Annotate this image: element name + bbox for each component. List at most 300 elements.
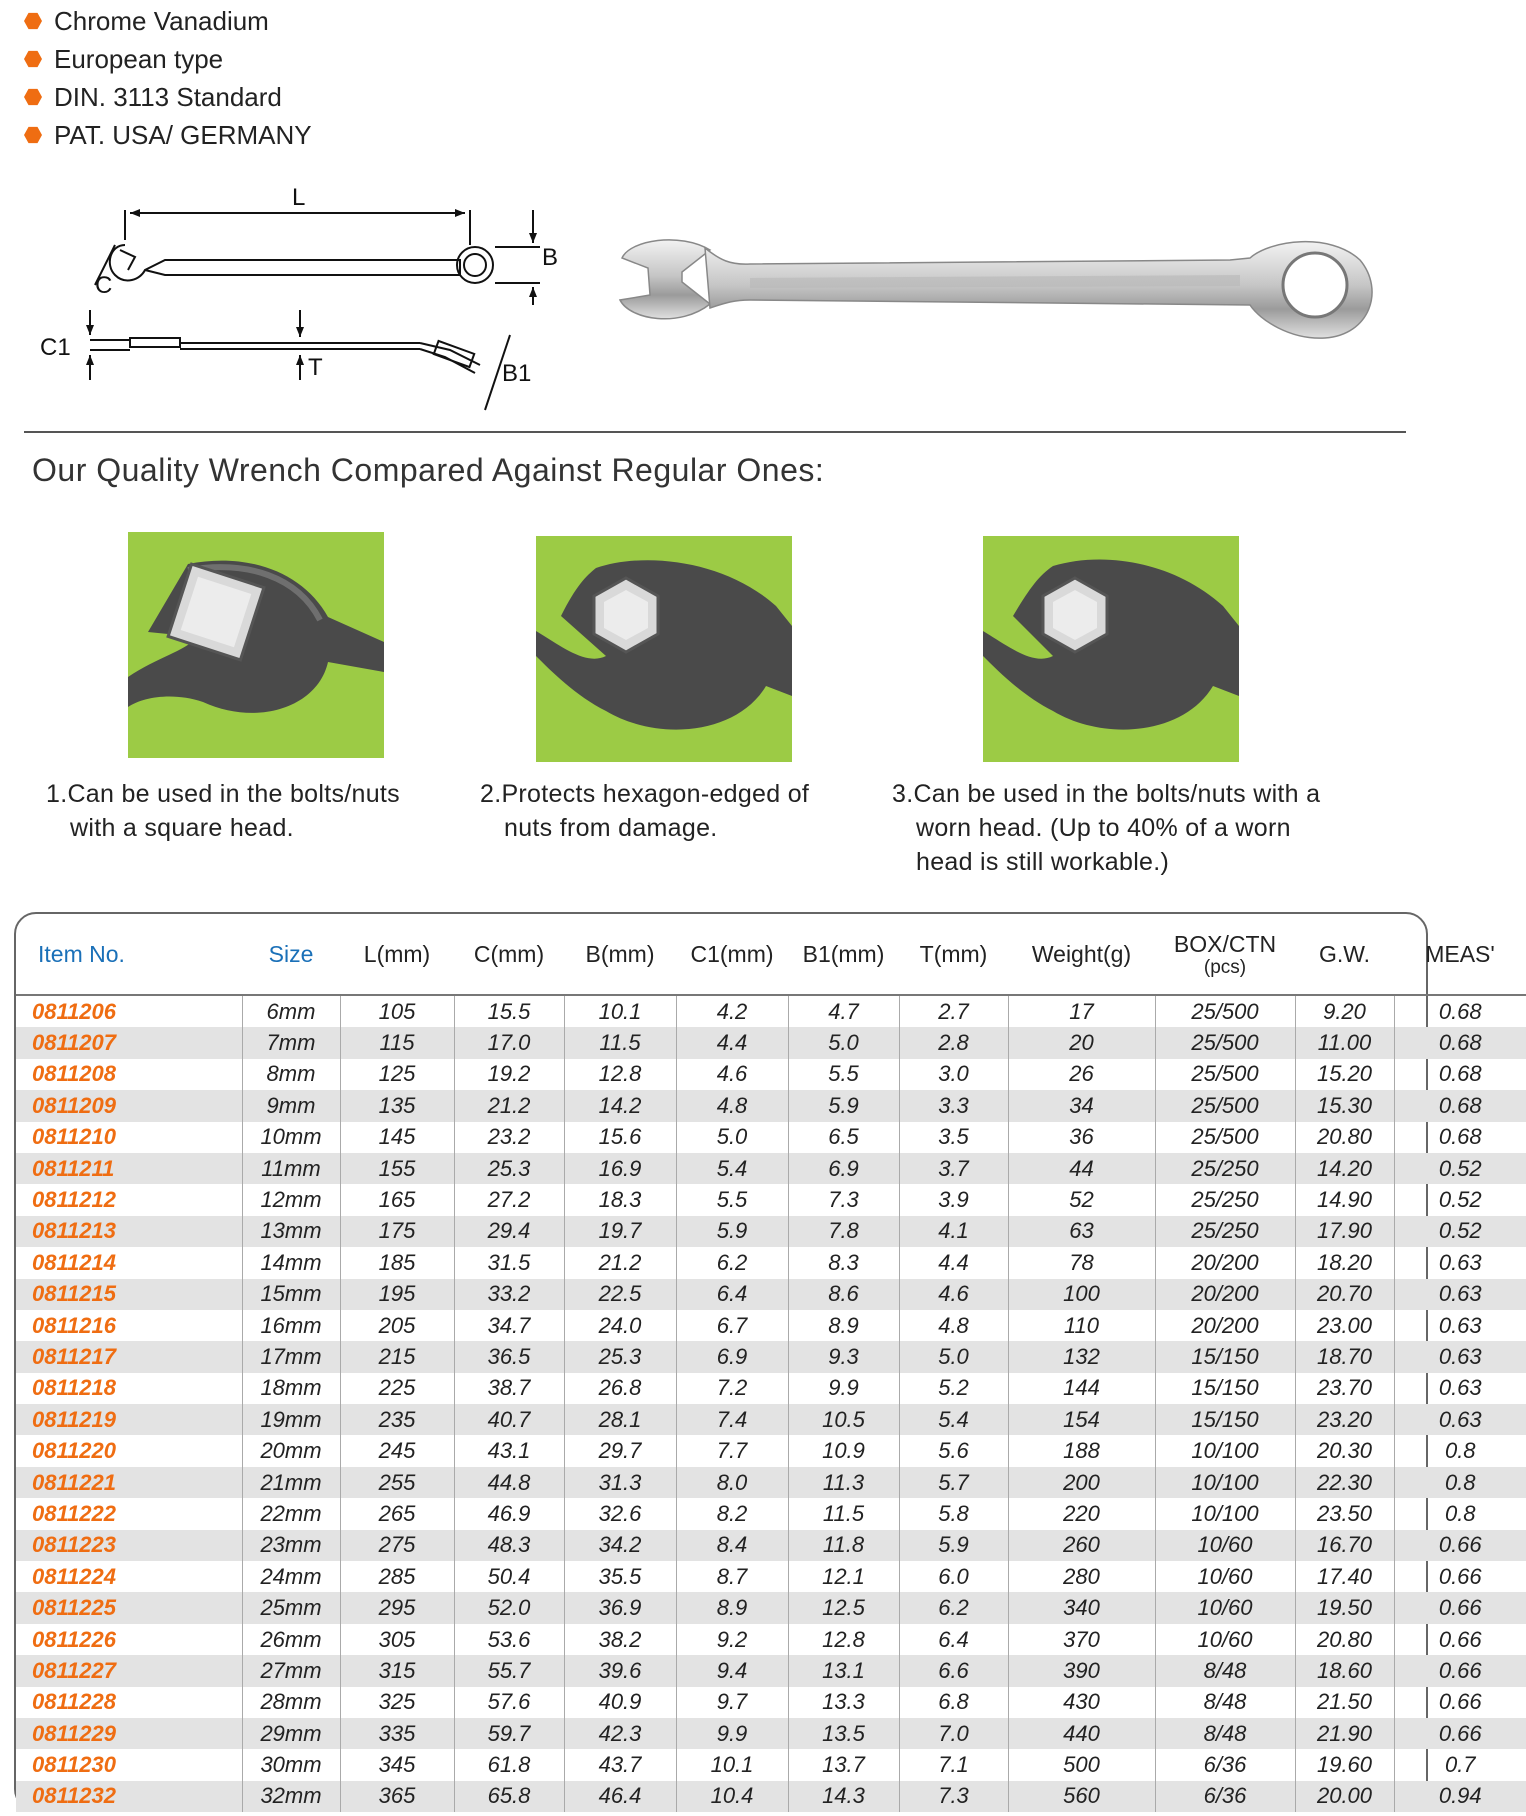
dimension-label-c: C (95, 272, 113, 299)
table-cell: 2.7 (899, 995, 1008, 1027)
dimension-label-l: L (292, 184, 306, 211)
table-cell: 36.5 (454, 1341, 564, 1372)
table-cell: 21.50 (1295, 1687, 1394, 1718)
dimension-label-b1: B1 (502, 360, 532, 387)
table-cell: 135 (340, 1090, 454, 1121)
table-cell: 8mm (242, 1059, 340, 1090)
table-cell: 195 (340, 1279, 454, 1310)
table-cell: 18.60 (1295, 1655, 1394, 1686)
table-cell: 5.0 (676, 1122, 788, 1153)
table-cell: 4.6 (676, 1059, 788, 1090)
table-cell: 16.9 (564, 1153, 676, 1184)
table-cell: 19.60 (1295, 1749, 1394, 1780)
col-header-item: Item No. (16, 914, 242, 995)
table-cell: 3.3 (899, 1090, 1008, 1121)
item-number-cell: 0811216 (32, 1312, 117, 1338)
table-cell: 0.52 (1394, 1184, 1526, 1215)
table-cell: 57.6 (454, 1687, 564, 1718)
orange-hexagon-bullet-icon (24, 88, 42, 106)
table-cell: 9.4 (676, 1655, 788, 1686)
table-cell: 20.80 (1295, 1122, 1394, 1153)
table-cell: 9.9 (676, 1718, 788, 1749)
table-cell: 500 (1008, 1749, 1155, 1780)
caption-line: head is still workable.) (916, 848, 1170, 876)
table-cell: 8.9 (788, 1310, 899, 1341)
comparison-caption-2 (480, 777, 809, 845)
item-number-cell: 0811209 (16, 1090, 242, 1121)
comparison-panel-square-head (128, 532, 384, 758)
table-cell: 6.8 (899, 1687, 1008, 1718)
table-row (16, 995, 1526, 1027)
table-cell: 21.2 (564, 1247, 676, 1278)
table-row (16, 1749, 1526, 1780)
table-cell: 16.70 (1295, 1530, 1394, 1561)
table-cell: 9mm (242, 1090, 340, 1121)
table-cell: 61.8 (454, 1749, 564, 1780)
table-cell: 10/100 (1155, 1435, 1295, 1466)
table-cell: 11.5 (564, 1027, 676, 1058)
table-cell: 13.7 (788, 1749, 899, 1780)
table-cell: 225 (340, 1373, 454, 1404)
table-cell: 12.8 (788, 1624, 899, 1655)
table-cell: 17 (1008, 995, 1155, 1027)
item-number-cell: 0811213 (16, 1216, 242, 1247)
table-cell: 0.66 (1394, 1718, 1526, 1749)
table-cell: 8.9 (676, 1592, 788, 1623)
table-cell: 7.1 (899, 1749, 1008, 1780)
table-cell: 6.7 (676, 1310, 788, 1341)
wrench-dimension-diagram (40, 175, 560, 415)
table-cell: 38.2 (564, 1624, 676, 1655)
table-cell: 23.2 (454, 1122, 564, 1153)
table-cell: 430 (1008, 1687, 1155, 1718)
col-header-c1: C1(mm) (676, 914, 788, 995)
table-cell: 19.2 (454, 1059, 564, 1090)
table-cell: 14.2 (564, 1090, 676, 1121)
table-cell: 22mm (242, 1498, 340, 1529)
table-cell: 11.3 (788, 1467, 899, 1498)
table-cell: 24mm (242, 1561, 340, 1592)
table-cell: 17.0 (454, 1027, 564, 1058)
table-cell: 154 (1008, 1404, 1155, 1435)
table-cell: 4.8 (676, 1090, 788, 1121)
table-cell: 23.20 (1295, 1404, 1394, 1435)
table-cell: 48.3 (454, 1530, 564, 1561)
table-cell: 325 (340, 1687, 454, 1718)
square-nut-wrench-illustration (128, 532, 384, 758)
table-cell: 440 (1008, 1718, 1155, 1749)
table-row (16, 1718, 1526, 1749)
table-cell: 22.30 (1295, 1467, 1394, 1498)
table-cell: 15.20 (1295, 1059, 1394, 1090)
col-header-gw: G.W. (1295, 914, 1394, 995)
table-cell: 23.50 (1295, 1498, 1394, 1529)
feature-item (24, 78, 312, 116)
table-row (16, 1122, 1526, 1153)
feature-item (24, 40, 312, 78)
table-cell: 315 (340, 1655, 454, 1686)
table-cell: 46.4 (564, 1781, 676, 1812)
table-row (16, 1655, 1526, 1686)
item-number-cell: 0811226 (32, 1626, 117, 1652)
table-row (16, 1216, 1526, 1247)
table-cell: 35.5 (564, 1561, 676, 1592)
table-cell: 12.1 (788, 1561, 899, 1592)
table-cell: 52.0 (454, 1592, 564, 1623)
table-cell: 7.7 (676, 1435, 788, 1466)
table-row (16, 1781, 1526, 1812)
table-cell: 11.00 (1295, 1027, 1394, 1058)
table-row (16, 1435, 1526, 1466)
table-cell: 220 (1008, 1498, 1155, 1529)
item-number-cell: 0811221 (16, 1467, 242, 1498)
table-cell: 14mm (242, 1247, 340, 1278)
table-cell: 7.8 (788, 1216, 899, 1247)
table-cell: 125 (340, 1059, 454, 1090)
table-cell: 12mm (242, 1184, 340, 1215)
table-cell: 8.3 (788, 1247, 899, 1278)
item-number-cell: 0811206 (32, 998, 117, 1024)
table-cell: 0.66 (1394, 1592, 1526, 1623)
table-cell: 8/48 (1155, 1687, 1295, 1718)
table-cell: 29.7 (564, 1435, 676, 1466)
item-number-cell: 0811211 (16, 1153, 242, 1184)
hex-nut-wrench-illustration (536, 536, 792, 762)
table-cell: 8.6 (788, 1279, 899, 1310)
table-cell: 34.7 (454, 1310, 564, 1341)
table-row (16, 1090, 1526, 1121)
table-cell: 175 (340, 1216, 454, 1247)
table-cell: 14.3 (788, 1781, 899, 1812)
table-cell: 5.4 (676, 1153, 788, 1184)
table-cell: 0.63 (1394, 1279, 1526, 1310)
table-cell: 20mm (242, 1435, 340, 1466)
table-cell: 23.00 (1295, 1310, 1394, 1341)
comparison-caption-1 (46, 777, 400, 845)
table-cell: 20/200 (1155, 1247, 1295, 1278)
dimension-label-c1: C1 (40, 334, 71, 361)
table-cell: 6.4 (676, 1279, 788, 1310)
table-cell: 53.6 (454, 1624, 564, 1655)
table-cell: 18.70 (1295, 1341, 1394, 1372)
table-cell: 43.7 (564, 1749, 676, 1780)
table-row (16, 1561, 1526, 1592)
item-number-cell: 0811225 (16, 1592, 242, 1623)
table-cell: 26.8 (564, 1373, 676, 1404)
spec-table-container (14, 912, 1495, 1811)
table-cell: 260 (1008, 1530, 1155, 1561)
table-row (16, 1310, 1526, 1341)
table-cell: 20.70 (1295, 1279, 1394, 1310)
table-cell: 25/250 (1155, 1216, 1295, 1247)
table-cell: 26 (1008, 1059, 1155, 1090)
table-header-row (16, 914, 1526, 995)
feature-text: Chrome Vanadium (54, 5, 269, 36)
table-cell: 4.4 (676, 1027, 788, 1058)
item-number-cell: 0811215 (16, 1279, 242, 1310)
feature-item (24, 116, 312, 154)
caption-line: worn head. (Up to 40% of a worn (916, 814, 1291, 842)
table-cell: 14.90 (1295, 1184, 1394, 1215)
col-header-l: L(mm) (340, 914, 454, 995)
table-row (16, 1059, 1526, 1090)
table-cell: 8/48 (1155, 1718, 1295, 1749)
item-number-cell: 0811218 (32, 1375, 117, 1401)
table-cell: 27.2 (454, 1184, 564, 1215)
table-cell: 5.4 (899, 1404, 1008, 1435)
table-cell: 255 (340, 1467, 454, 1498)
table-cell: 13.3 (788, 1687, 899, 1718)
table-cell: 560 (1008, 1781, 1155, 1812)
item-number-cell: 0811210 (32, 1124, 117, 1150)
table-cell: 29.4 (454, 1216, 564, 1247)
table-cell: 0.68 (1394, 995, 1526, 1027)
table-cell: 3.0 (899, 1059, 1008, 1090)
table-cell: 365 (340, 1781, 454, 1812)
table-cell: 6.9 (676, 1341, 788, 1372)
table-cell: 9.7 (676, 1687, 788, 1718)
worn-nut-wrench-illustration (983, 536, 1239, 762)
table-cell: 13.5 (788, 1718, 899, 1749)
table-cell: 0.52 (1394, 1216, 1526, 1247)
table-cell: 8.2 (676, 1498, 788, 1529)
item-number-cell: 0811220 (32, 1438, 117, 1464)
table-cell: 0.68 (1394, 1122, 1526, 1153)
item-number-cell: 0811222 (32, 1500, 117, 1526)
table-cell: 0.52 (1394, 1153, 1526, 1184)
col-header-weight: Weight(g) (1008, 914, 1155, 995)
table-cell: 34 (1008, 1090, 1155, 1121)
table-cell: 9.2 (676, 1624, 788, 1655)
table-cell: 42.3 (564, 1718, 676, 1749)
item-number-cell: 0811212 (32, 1187, 117, 1213)
col-header-box (1155, 914, 1295, 995)
table-cell: 20.80 (1295, 1624, 1394, 1655)
table-cell: 0.8 (1394, 1435, 1526, 1466)
table-cell: 11.5 (788, 1498, 899, 1529)
table-cell: 105 (340, 995, 454, 1027)
table-cell: 5.8 (899, 1498, 1008, 1529)
col-header-meas: MEAS' (1394, 914, 1526, 995)
table-cell: 6.5 (788, 1122, 899, 1153)
orange-hexagon-bullet-icon (24, 12, 42, 30)
table-cell: 8/48 (1155, 1655, 1295, 1686)
section-divider (24, 431, 1406, 433)
table-cell: 0.8 (1394, 1467, 1526, 1498)
table-cell: 5.9 (899, 1530, 1008, 1561)
table-cell: 8.4 (676, 1530, 788, 1561)
table-cell: 0.94 (1394, 1781, 1526, 1812)
table-cell: 6.4 (899, 1624, 1008, 1655)
table-cell: 285 (340, 1561, 454, 1592)
table-cell: 345 (340, 1749, 454, 1780)
table-cell: 36.9 (564, 1592, 676, 1623)
table-cell: 0.66 (1394, 1530, 1526, 1561)
table-cell: 0.66 (1394, 1561, 1526, 1592)
table-cell: 38.7 (454, 1373, 564, 1404)
table-cell: 12.5 (788, 1592, 899, 1623)
item-number-cell: 0811224 (32, 1563, 117, 1589)
table-cell: 10/60 (1155, 1561, 1295, 1592)
table-cell: 15/150 (1155, 1373, 1295, 1404)
table-cell: 0.7 (1394, 1749, 1526, 1780)
table-cell: 15.5 (454, 995, 564, 1027)
table-cell: 17.90 (1295, 1216, 1394, 1247)
table-cell: 25/250 (1155, 1184, 1295, 1215)
feature-text: DIN. 3113 Standard (54, 81, 282, 112)
table-cell: 12.8 (564, 1059, 676, 1090)
caption-line: 2.Protects hexagon-edged of (480, 780, 810, 808)
table-cell: 0.63 (1394, 1247, 1526, 1278)
wrench-product-image (610, 220, 1390, 360)
table-cell: 6/36 (1155, 1749, 1295, 1780)
table-cell: 6.2 (899, 1592, 1008, 1623)
col-header-size: Size (242, 914, 340, 995)
table-cell: 10.9 (788, 1435, 899, 1466)
comparison-caption-3 (892, 777, 1320, 879)
table-cell: 3.9 (899, 1184, 1008, 1215)
table-cell: 4.8 (899, 1310, 1008, 1341)
caption-line: with a square head. (70, 814, 294, 842)
item-number-cell: 0811217 (16, 1341, 242, 1372)
table-cell: 20 (1008, 1027, 1155, 1058)
table-cell: 3.7 (899, 1153, 1008, 1184)
table-cell: 40.9 (564, 1687, 676, 1718)
table-cell: 5.5 (676, 1184, 788, 1215)
table-cell: 0.66 (1394, 1624, 1526, 1655)
table-cell: 28mm (242, 1687, 340, 1718)
table-cell: 10.1 (564, 995, 676, 1027)
item-number-cell: 0811214 (32, 1249, 117, 1275)
table-row (16, 1687, 1526, 1718)
table-cell: 25/500 (1155, 1027, 1295, 1058)
table-cell: 5.2 (899, 1373, 1008, 1404)
feature-text: PAT. USA/ GERMANY (54, 119, 312, 150)
table-cell: 6/36 (1155, 1781, 1295, 1812)
table-cell: 32mm (242, 1781, 340, 1812)
table-cell: 11.8 (788, 1530, 899, 1561)
table-cell: 39.6 (564, 1655, 676, 1686)
table-cell: 25/500 (1155, 1122, 1295, 1153)
table-cell: 23mm (242, 1530, 340, 1561)
table-cell: 0.63 (1394, 1404, 1526, 1435)
table-cell: 20/200 (1155, 1310, 1295, 1341)
table-cell: 31.3 (564, 1467, 676, 1498)
table-cell: 155 (340, 1153, 454, 1184)
spec-table-body (16, 995, 1526, 1812)
item-number-cell: 0811223 (16, 1530, 242, 1561)
table-cell: 31.5 (454, 1247, 564, 1278)
table-cell: 8.7 (676, 1561, 788, 1592)
caption-line: 1.Can be used in the bolts/nuts (46, 780, 400, 808)
table-cell: 4.2 (676, 995, 788, 1027)
table-cell: 19mm (242, 1404, 340, 1435)
col-header-b1: B1(mm) (788, 914, 899, 995)
table-cell: 205 (340, 1310, 454, 1341)
table-cell: 110 (1008, 1310, 1155, 1341)
table-cell: 19.50 (1295, 1592, 1394, 1623)
table-cell: 16mm (242, 1310, 340, 1341)
table-cell: 15/150 (1155, 1341, 1295, 1372)
table-cell: 5.7 (899, 1467, 1008, 1498)
table-row (16, 1153, 1526, 1184)
orange-hexagon-bullet-icon (24, 50, 42, 68)
table-cell: 0.68 (1394, 1027, 1526, 1058)
table-cell: 295 (340, 1592, 454, 1623)
table-cell: 390 (1008, 1655, 1155, 1686)
table-cell: 7.4 (676, 1404, 788, 1435)
table-cell: 29mm (242, 1718, 340, 1749)
table-cell: 235 (340, 1404, 454, 1435)
table-cell: 78 (1008, 1247, 1155, 1278)
table-cell: 23.70 (1295, 1373, 1394, 1404)
table-cell: 34.2 (564, 1530, 676, 1561)
table-cell: 15.30 (1295, 1090, 1394, 1121)
table-cell: 188 (1008, 1435, 1155, 1466)
item-number-cell: 0811229 (16, 1718, 242, 1749)
spec-table (16, 914, 1526, 1812)
table-cell: 340 (1008, 1592, 1155, 1623)
table-cell: 0.68 (1394, 1090, 1526, 1121)
item-number-cell: 0811228 (32, 1689, 117, 1715)
table-cell: 4.7 (788, 995, 899, 1027)
table-cell: 10mm (242, 1122, 340, 1153)
table-cell: 10/60 (1155, 1592, 1295, 1623)
table-cell: 25/500 (1155, 1059, 1295, 1090)
table-cell: 21.90 (1295, 1718, 1394, 1749)
table-cell: 18.20 (1295, 1247, 1394, 1278)
table-row (16, 1184, 1526, 1215)
table-cell: 5.0 (788, 1027, 899, 1058)
table-cell: 59.7 (454, 1718, 564, 1749)
table-cell: 10.4 (676, 1781, 788, 1812)
table-cell: 15.6 (564, 1122, 676, 1153)
table-cell: 11mm (242, 1153, 340, 1184)
table-cell: 15/150 (1155, 1404, 1295, 1435)
item-number-cell: 0811208 (32, 1061, 117, 1087)
table-cell: 144 (1008, 1373, 1155, 1404)
table-cell: 0.66 (1394, 1655, 1526, 1686)
feature-text: European type (54, 43, 224, 74)
table-cell: 28.1 (564, 1404, 676, 1435)
table-cell: 44 (1008, 1153, 1155, 1184)
item-number-cell: 0811207 (16, 1027, 242, 1058)
caption-line: nuts from damage. (504, 814, 718, 842)
col-header-b: B(mm) (564, 914, 676, 995)
table-cell: 22.5 (564, 1279, 676, 1310)
table-cell: 10/100 (1155, 1467, 1295, 1498)
table-cell: 33.2 (454, 1279, 564, 1310)
item-number-cell: 0811230 (32, 1752, 117, 1778)
table-cell: 25/250 (1155, 1153, 1295, 1184)
table-cell: 25/500 (1155, 1090, 1295, 1121)
table-cell: 5.9 (676, 1216, 788, 1247)
table-cell: 6.2 (676, 1247, 788, 1278)
table-cell: 25mm (242, 1592, 340, 1623)
table-cell: 9.20 (1295, 995, 1394, 1027)
table-cell: 17mm (242, 1341, 340, 1372)
table-cell: 6.6 (899, 1655, 1008, 1686)
table-row (16, 1027, 1526, 1058)
table-cell: 20.00 (1295, 1781, 1394, 1812)
table-cell: 25.3 (454, 1153, 564, 1184)
col-header-c: C(mm) (454, 914, 564, 995)
table-cell: 10/60 (1155, 1530, 1295, 1561)
orange-hexagon-bullet-icon (24, 126, 42, 144)
table-cell: 3.5 (899, 1122, 1008, 1153)
table-cell: 46.9 (454, 1498, 564, 1529)
table-row (16, 1247, 1526, 1278)
